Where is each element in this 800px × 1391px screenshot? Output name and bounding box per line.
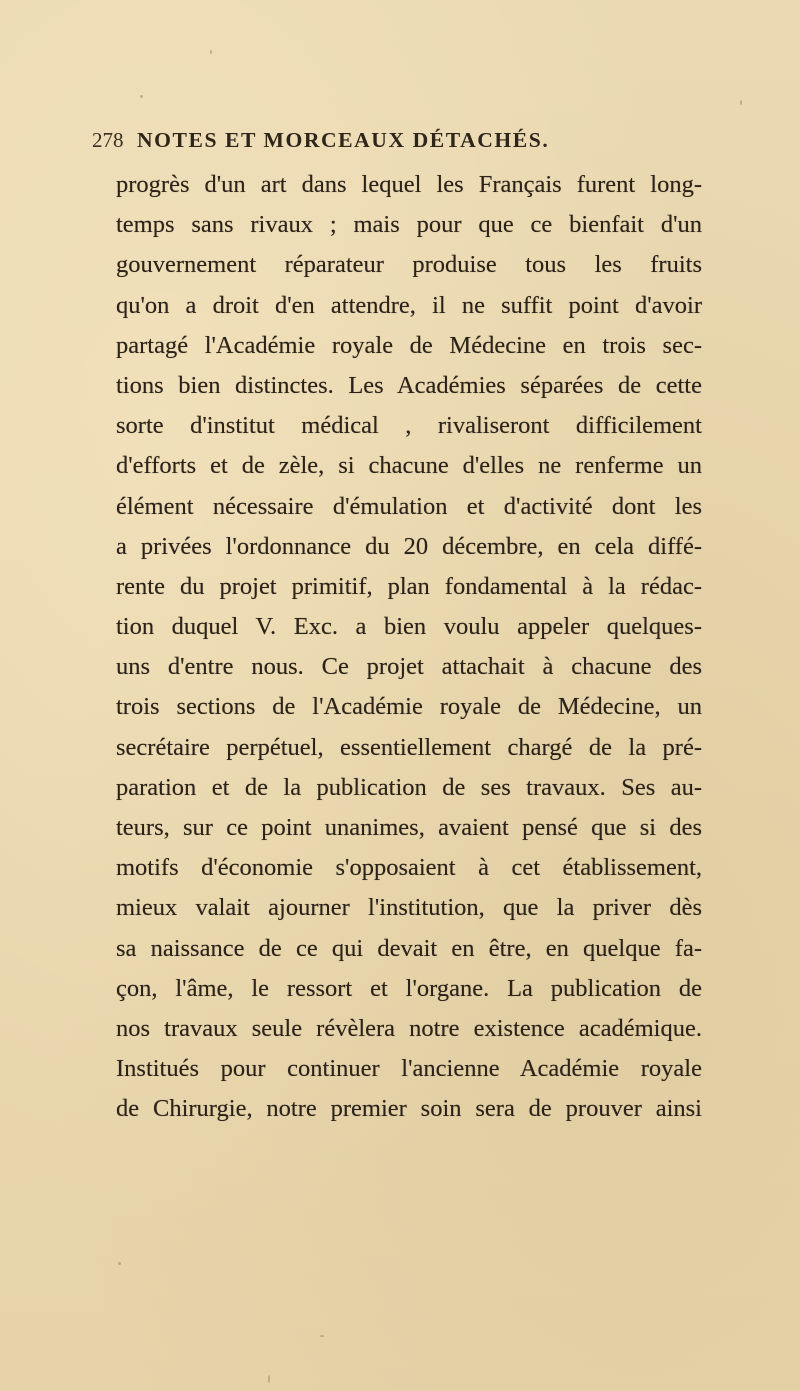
text-line: mieux valait ajourner l'institution, que la priver dès xyxy=(116,894,702,922)
text-line: qu'on a droit d'en attendre, il ne suffit point d'avoir xyxy=(116,291,702,319)
text-line: motifs d'économie s'opposaient à cet établissement, xyxy=(116,854,702,882)
text-line: tion duquel V. Exc. a bien voulu appeler quelques- xyxy=(116,613,702,641)
paper-speck xyxy=(118,1262,121,1265)
text-line: teurs, sur ce point unanimes, avaient pensé que si des xyxy=(116,814,702,841)
text-line: de Chirurgie, notre premier soin sera de prouver ainsi xyxy=(116,1095,702,1123)
text-line: progrès d'un art dans lequel les Français furent long- xyxy=(116,171,702,198)
text-line: partagé l'Académie royale de Médecine en trois sec- xyxy=(116,331,702,359)
page-number: 278 xyxy=(92,128,124,152)
text-line: secrétaire perpétuel, essentiellement chargé de la pré- xyxy=(116,733,702,761)
text-line: sa naissance de ce qui devait en être, en quelque fa- xyxy=(116,934,702,962)
text-line: temps sans rivaux ; mais pour que ce bienfait d'un xyxy=(116,211,702,239)
text-line: sorte d'institut médical , rivaliseront difficilement xyxy=(116,412,702,440)
paper-speck xyxy=(268,1375,270,1383)
body-text xyxy=(116,165,702,1130)
text-line: a privées l'ordonnance du 20 décembre, en cela diffé- xyxy=(116,532,702,560)
text-line: gouvernement réparateur produise tous les fruits xyxy=(116,251,702,279)
paper-speck xyxy=(320,1335,324,1337)
running-head xyxy=(92,128,652,158)
text-line: élément nécessaire d'émulation et d'activité dont les xyxy=(116,492,702,520)
text-line: nos travaux seule révèlera notre existence académique. xyxy=(116,1014,702,1042)
text-line: Institués pour continuer l'ancienne Académie royale xyxy=(116,1055,702,1083)
text-line: uns d'entre nous. Ce projet attachait à chacune des xyxy=(116,653,702,681)
running-head-title: NOTES ET MORCEAUX DÉTACHÉS. xyxy=(137,128,550,152)
text-line: rente du projet primitif, plan fondamental à la rédac- xyxy=(116,572,702,600)
paper-speck xyxy=(140,95,143,98)
paper-speck xyxy=(740,100,742,105)
text-line: tions bien distinctes. Les Académies séparées de cette xyxy=(116,371,702,399)
text-line: çon, l'âme, le ressort et l'organe. La publication de xyxy=(116,974,702,1002)
text-line: d'efforts et de zèle, si chacune d'elles ne renferme un xyxy=(116,452,702,480)
paper-speck xyxy=(210,50,212,54)
text-line: paration et de la publication de ses travaux. Ses au- xyxy=(116,773,702,801)
text-line: trois sections de l'Académie royale de Médecine, un xyxy=(116,693,702,721)
